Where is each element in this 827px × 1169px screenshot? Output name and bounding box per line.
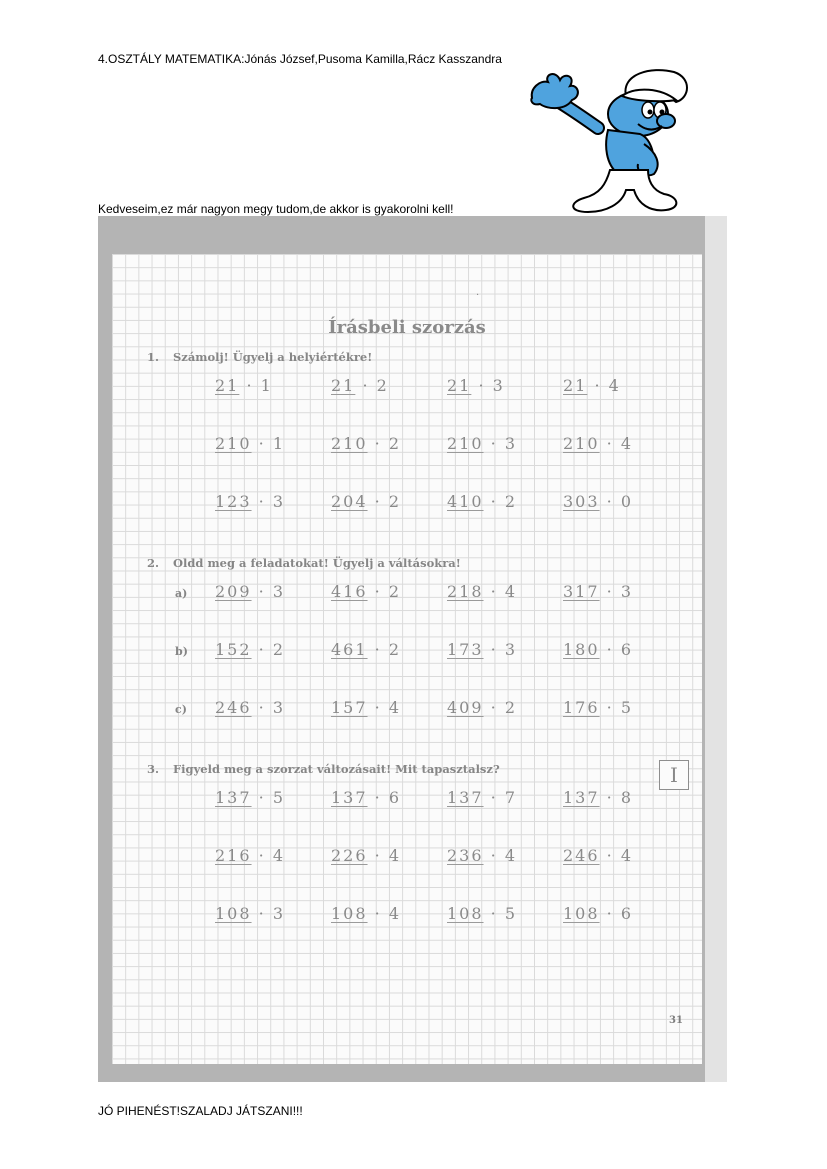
multiply-dot: ·: [251, 846, 273, 865]
multiplication-problem: [331, 434, 401, 453]
task-instruction: Számolj! Ügyelj a helyiértékre!: [173, 350, 373, 364]
multiply-dot: ·: [483, 434, 505, 453]
multiplication-problem: [215, 582, 285, 601]
multiplier: 2: [388, 434, 401, 453]
multiplication-problem: [215, 492, 285, 511]
multiply-dot: ·: [587, 376, 609, 395]
multiplicand: 317: [563, 582, 600, 601]
multiplier: 3: [504, 640, 517, 659]
multiply-dot: ·: [251, 788, 273, 807]
multiply-dot: ·: [599, 846, 621, 865]
scan-border: [705, 216, 727, 1082]
problem-row: [112, 434, 702, 458]
task-instruction: Oldd meg a feladatokat! Ügyelj a váltásokra!: [173, 556, 461, 570]
multiply-dot: ·: [367, 434, 389, 453]
multiplication-problem: [215, 434, 285, 453]
problem-row: [112, 582, 702, 606]
multiplier: 4: [504, 582, 517, 601]
intro-text: Kedveseim,ez már nagyon megy tudom,de akkor is gyakorolni kell!: [98, 202, 454, 216]
multiply-dot: ·: [367, 788, 389, 807]
multiplier: 4: [388, 904, 401, 923]
multiplicand: 218: [447, 582, 484, 601]
row-label: b): [175, 645, 188, 658]
multiplication-problem: [447, 582, 517, 601]
multiplier: 4: [608, 376, 621, 395]
multiplication-problem: [331, 788, 401, 807]
multiplicand: 21: [447, 376, 472, 395]
multiplicand: 176: [563, 698, 600, 717]
multiplicand: 210: [331, 434, 368, 453]
multiply-dot: ·: [367, 640, 389, 659]
multiply-dot: ·: [251, 904, 273, 923]
multiplier: 2: [388, 640, 401, 659]
multiplier: 8: [620, 788, 633, 807]
multiplicand: 204: [331, 492, 368, 511]
multiplier: 3: [272, 904, 285, 923]
multiply-dot: ·: [251, 492, 273, 511]
multiplication-problem: [215, 904, 285, 923]
multiplicand: 461: [331, 640, 368, 659]
problem-row: [112, 788, 702, 812]
multiplicand: 410: [447, 492, 484, 511]
multiply-dot: ·: [599, 788, 621, 807]
multiplication-problem: [215, 640, 285, 659]
multiplication-problem: [331, 492, 401, 511]
multiplication-problem: [447, 376, 505, 395]
multiply-dot: ·: [367, 846, 389, 865]
multiply-dot: ·: [483, 846, 505, 865]
multiplicand: 21: [215, 376, 240, 395]
multiply-dot: ·: [251, 582, 273, 601]
row-label: c): [175, 703, 187, 716]
multiplicand: 137: [215, 788, 252, 807]
multiply-dot: ·: [367, 698, 389, 717]
multiplication-problem: [215, 376, 273, 395]
multiplicand: 236: [447, 846, 484, 865]
multiplication-problem: [447, 640, 517, 659]
multiplication-problem: [563, 640, 633, 659]
problem-row: [112, 904, 702, 928]
multiplier: 6: [620, 904, 633, 923]
multiply-dot: ·: [471, 376, 493, 395]
multiplier: 1: [272, 434, 285, 453]
multiplier: 5: [272, 788, 285, 807]
multiplication-problem: [331, 904, 401, 923]
smurf-waving-icon: [526, 66, 692, 214]
multiplier: 4: [388, 698, 401, 717]
multiplication-problem: [331, 846, 401, 865]
worksheet-page: [112, 254, 702, 1064]
multiplicand: 21: [331, 376, 356, 395]
multiplier: 7: [504, 788, 517, 807]
multiply-dot: ·: [483, 640, 505, 659]
multiply-dot: ·: [483, 582, 505, 601]
multiply-dot: ·: [367, 582, 389, 601]
multiplier: 2: [272, 640, 285, 659]
multiplication-problem: [331, 640, 401, 659]
task-number: 1.: [147, 350, 160, 364]
task-number: 3.: [147, 762, 160, 776]
multiplicand: 210: [447, 434, 484, 453]
multiplication-problem: [563, 904, 633, 923]
multiplication-problem: [447, 846, 517, 865]
multiplier: 4: [388, 846, 401, 865]
multiplicand: 246: [215, 698, 252, 717]
multiplicand: 137: [331, 788, 368, 807]
multiplication-problem: [331, 698, 401, 717]
multiplier: 3: [492, 376, 505, 395]
multiply-dot: ·: [599, 434, 621, 453]
multiplier: 4: [620, 434, 633, 453]
multiplier: 2: [504, 698, 517, 717]
multiply-dot: ·: [367, 492, 389, 511]
problem-row: [112, 640, 702, 664]
problem-row: [112, 376, 702, 400]
multiplier: 3: [272, 698, 285, 717]
multiplier: 2: [504, 492, 517, 511]
multiplicand: 137: [447, 788, 484, 807]
problem-row: [112, 698, 702, 722]
multiplication-problem: [215, 698, 285, 717]
multiply-dot: ·: [367, 904, 389, 923]
multiplication-problem: [563, 434, 633, 453]
task-heading: [147, 350, 372, 364]
multiplier: 5: [504, 904, 517, 923]
multiply-dot: ·: [251, 640, 273, 659]
multiplicand: 416: [331, 582, 368, 601]
multiplicand: 123: [215, 492, 252, 511]
multiplicand: 303: [563, 492, 600, 511]
task-heading: [147, 556, 461, 570]
multiplication-problem: [447, 698, 517, 717]
multiplier: 0: [620, 492, 633, 511]
multiplicand: 108: [215, 904, 252, 923]
multiplier: 6: [388, 788, 401, 807]
multiplicand: 409: [447, 698, 484, 717]
task-instruction: Figyeld meg a szorzat változásait! Mit tapasztalsz?: [173, 762, 500, 776]
multiplicand: 210: [215, 434, 252, 453]
multiplicand: 108: [563, 904, 600, 923]
worksheet-scan: [98, 216, 727, 1082]
task-heading: [147, 762, 500, 776]
multiplier: 2: [388, 492, 401, 511]
multiply-dot: ·: [599, 904, 621, 923]
multiplication-problem: [447, 904, 517, 923]
multiplier: 5: [620, 698, 633, 717]
multiply-dot: ·: [599, 492, 621, 511]
multiplicand: 210: [563, 434, 600, 453]
multiply-dot: ·: [251, 434, 273, 453]
row-label: a): [175, 587, 188, 600]
multiplier: 6: [620, 640, 633, 659]
multiplicand: 173: [447, 640, 484, 659]
worksheet-title: Írásbeli szorzás: [328, 317, 486, 338]
multiply-dot: ·: [599, 698, 621, 717]
multiplication-problem: [447, 788, 517, 807]
multiplicand: 209: [215, 582, 252, 601]
document-header: 4.OSZTÁLY MATEMATIKA:Jónás József,Pusoma Kamilla,Rácz Kasszandra: [98, 52, 502, 66]
multiplier: 2: [376, 376, 389, 395]
multiplicand: 137: [563, 788, 600, 807]
closing-message: JÓ PIHENÉST!SZALADJ JÁTSZANI!!!: [98, 1104, 303, 1118]
multiplicand: 152: [215, 640, 252, 659]
page-number: 31: [669, 1015, 683, 1026]
multiplicand: 108: [447, 904, 484, 923]
multiplier: 3: [620, 582, 633, 601]
title-mark: ·: [476, 290, 480, 301]
multiply-dot: ·: [483, 492, 505, 511]
problem-row: [112, 492, 702, 516]
multiplication-problem: [447, 434, 517, 453]
multiplicand: 157: [331, 698, 368, 717]
task-number: 2.: [147, 556, 160, 570]
multiplication-problem: [331, 376, 389, 395]
multiplication-problem: [215, 846, 285, 865]
multiplication-problem: [331, 582, 401, 601]
multiply-dot: ·: [483, 698, 505, 717]
multiplier: 4: [504, 846, 517, 865]
multiplier: 3: [504, 434, 517, 453]
multiply-dot: ·: [483, 788, 505, 807]
multiplication-problem: [215, 788, 285, 807]
multiplication-problem: [563, 788, 633, 807]
multiplication-problem: [447, 492, 517, 511]
multiplicand: 246: [563, 846, 600, 865]
multiplicand: 226: [331, 846, 368, 865]
problem-row: [112, 846, 702, 870]
multiplier: 3: [272, 582, 285, 601]
multiplicand: 180: [563, 640, 600, 659]
multiplier: 4: [620, 846, 633, 865]
multiplication-problem: [563, 582, 633, 601]
multiplicand: 108: [331, 904, 368, 923]
multiply-dot: ·: [599, 582, 621, 601]
multiply-dot: ·: [239, 376, 261, 395]
multiply-dot: ·: [355, 376, 377, 395]
multiplier: 2: [388, 582, 401, 601]
multiplier: 4: [272, 846, 285, 865]
multiply-dot: ·: [483, 904, 505, 923]
multiplier: 1: [260, 376, 273, 395]
multiply-dot: ·: [251, 698, 273, 717]
multiplier: 3: [272, 492, 285, 511]
multiply-dot: ·: [599, 640, 621, 659]
multiplication-problem: [563, 492, 633, 511]
multiplication-problem: [563, 698, 633, 717]
multiplication-problem: [563, 376, 621, 395]
multiplicand: 21: [563, 376, 588, 395]
chapter-marker: I: [659, 760, 689, 790]
multiplicand: 216: [215, 846, 252, 865]
multiplication-problem: [563, 846, 633, 865]
